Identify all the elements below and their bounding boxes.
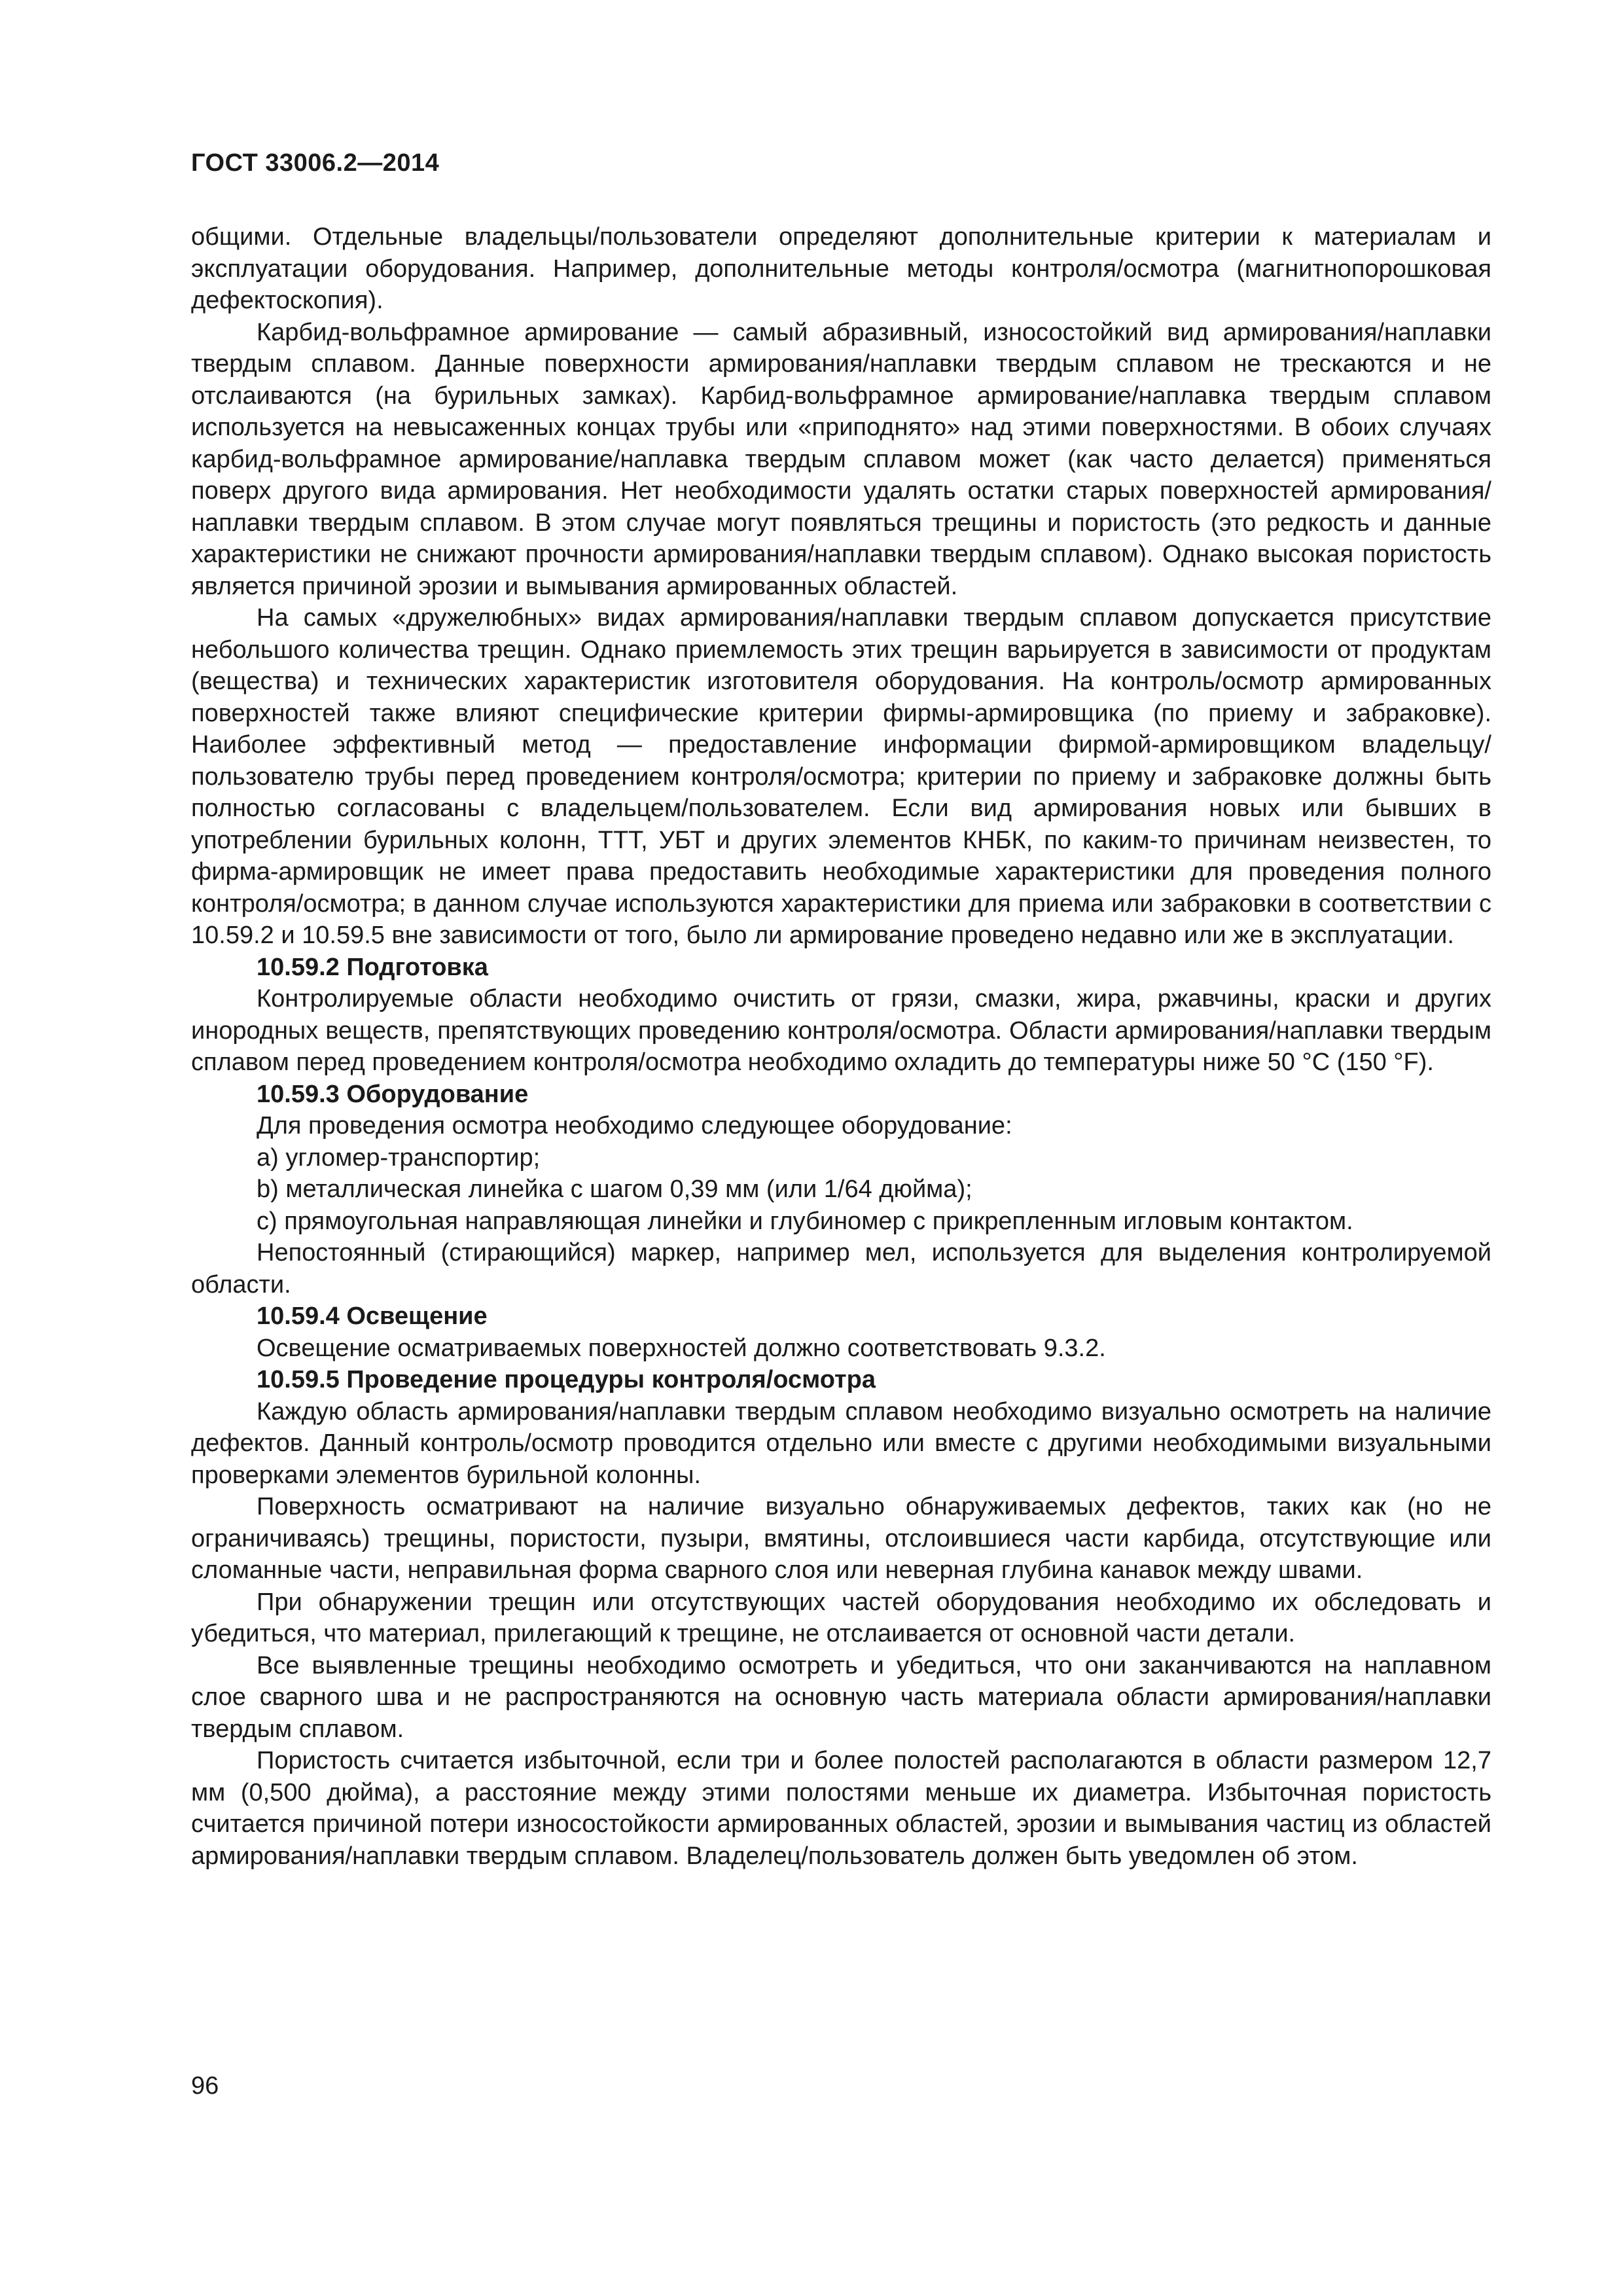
section-heading-10-59-4: 10.59.4 Освещение (257, 1302, 488, 1330)
document-code-header: ГОСТ 33006.2—2014 (191, 149, 440, 177)
list-item-c: c) прямоугольная направляющая линейки и глубиномер с прикрепленным игловым контактом. (257, 1207, 1353, 1235)
paragraph-crack-check: Все выявленные трещины необходимо осмотреть и убедиться, что они заканчиваются на наплавном слое сварного шва и не распространяются на основную часть материала области армирования/наплавки твердым сплавом. (191, 1651, 1491, 1743)
paragraph-missing-parts: При обнаружении трещин или отсутствующих частей оборудования необходимо их обследовать и убедиться, что материал, прилегающий к трещине, не отслаивается от основной части детали. (191, 1588, 1491, 1647)
section-heading-10-59-3: 10.59.3 Оборудование (257, 1080, 529, 1108)
paragraph-marker: Непостоянный (стирающийся) маркер, например мел, используется для выделения контролируемой области. (191, 1239, 1491, 1299)
paragraph-visual-inspection: Каждую область армирования/наплавки твердым сплавом необходимо визуально осмотреть на наличие дефектов. Данный контроль/осмотр проводится отдельно или вместе с другими необходимыми визуальными проверками элементов бурильной колонны. (191, 1397, 1491, 1489)
paragraph-porosity: Пористость считается избыточной, если три и более полостей располагаются в области размером 12,7 мм (0,500 дюйма), а расстояние между этими полостями меньше их диаметра. Избыточная пористость считается причиной потери износостойкости армированных областей, эрозии и вымывания частиц из областей армирования/наплавки твердым сплавом. Владелец/пользователь должен быть уведомлен об этом. (191, 1747, 1491, 1870)
list-item-a: a) угломер-транспортир; (257, 1143, 541, 1172)
section-heading-10-59-2: 10.59.2 Подготовка (257, 953, 488, 981)
section-heading-10-59-5: 10.59.5 Проведение процедуры контроля/осмотра (257, 1366, 876, 1393)
paragraph-lighting: Освещение осматриваемых поверхностей должно соответствовать 9.3.2. (257, 1334, 1106, 1362)
page-number: 96 (191, 2072, 219, 2100)
paragraph-preparation: Контролируемые области необходимо очистить от грязи, смазки, жира, ржавчины, краски и других инородных веществ, препятствующих проведению контроля/осмотра. Области армирования/наплавки твердым сплавом перед проведением контроля/осмотра необходимо охладить до температуры ниже 50 °С (150 °F). (191, 985, 1491, 1076)
paragraph-cracks-acceptance: На самых «дружелюбных» видах армирования/наплавки твердым сплавом допускается присутствие небольшого количества трещин. Однако приемлемость этих трещин варьируется в зависимости от продуктам (вещества) и технических характеристик изготовителя оборудования. На контроль/осмотр армированных поверхностей также влияют специфические критерии фирмы-армировщика (по приему и забраковке). Наиболее эффективный метод — предоставление информации фирмой-армировщиком владельцу/пользователю трубы перед проведением контроля/осмотра; критерии по приему и забраковке должны быть полностью согласованы с владельцем/пользователем. Если вид армирования новых или бывших в употреблении бурильных колонн, ТТТ, УБТ и других элементов КНБК, по каким-то причинам неизвестен, то фирма-армировщик не имеет права предоставить необходимые характеристики для проведения полного контроля/осмотра; в данном случае используются характеристики для приема или забраковки в соответствии с 10.59.2 и 10.59.5 вне зависимости от того, было ли армирование проведено недавно или же в эксплуатации. (191, 604, 1491, 949)
paragraph-equipment-intro: Для проведения осмотра необходимо следующее оборудование: (257, 1112, 1012, 1139)
list-item-b: b) металлическая линейка с шагом 0,39 мм (или 1/64 дюйма); (257, 1175, 972, 1203)
paragraph-defects: Поверхность осматривают на наличие визуально обнаруживаемых дефектов, таких как (но не ограничиваясь) трещины, пористости, пузыри, вмятины, отслоившиеся части карбида, отсутствующие или сломанные части, неправильная форма сварного слоя или неверная глубина канавок между швами. (191, 1493, 1491, 1584)
paragraph-tungsten-carbide: Карбид-вольфрамное армирование — самый абразивный, износостойкий вид армирования/наплавки твердым сплавом. Данные поверхности армирования/наплавки твердым сплавом не трескаются и не отслаиваются (на бурильных замках). Карбид-вольфрамное армирование/наплавка твердым сплавом используется на невысаженных концах трубы или «приподнято» над этими поверхностями. В обоих случаях карбид-вольфрамное армирование/наплавка твердым сплавом может (как часто делается) применяться поверх другого вида армирования. Нет необходимости удалять остатки старых поверхностей армирования/наплавки твердым сплавом. В этом случае могут появляться трещины и пористость (это редкость и данные характеристики не снижают прочности армирования/наплавки твердым сплавом). Однако высокая пористость является причиной эрозии и вымывания армированных областей. (191, 318, 1491, 600)
document-body (191, 221, 1491, 1872)
paragraph-continuation: общими. Отдельные владельцы/пользователи определяют дополнительные критерии к материалам и эксплуатации оборудования. Например, дополнительные методы контроля/осмотра (магнитнопорошковая дефектоскопия). (191, 223, 1491, 314)
